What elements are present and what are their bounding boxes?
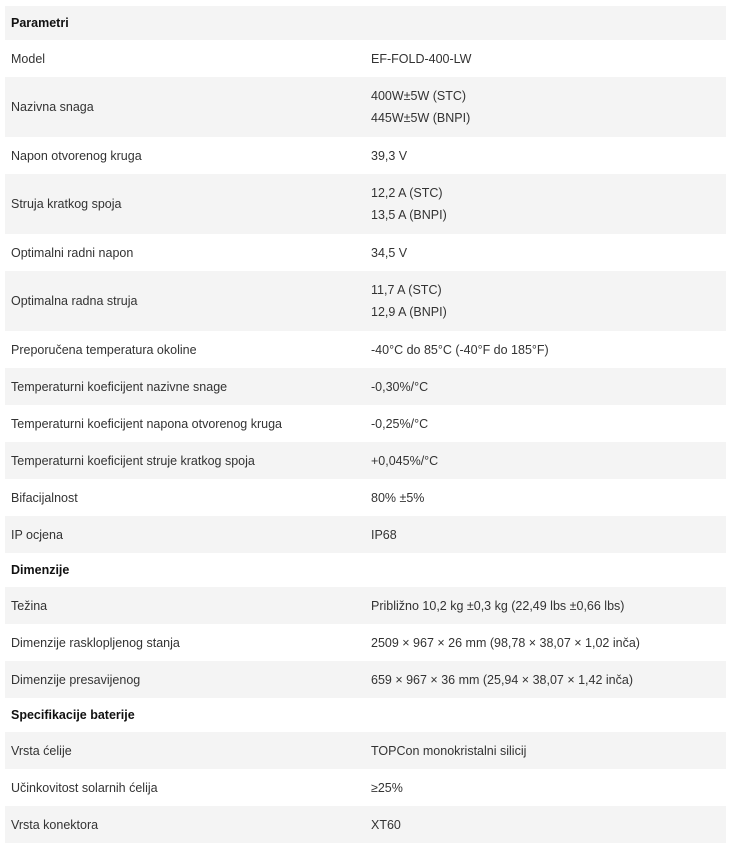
- spec-row-temp-koef-napona: [5, 405, 726, 442]
- spec-label: Temperaturni koeficijent nazivne snage: [11, 379, 228, 394]
- spec-label: Temperaturni koeficijent struje kratkog spoja: [11, 453, 255, 468]
- spec-row-ip-ocjena: [5, 516, 726, 553]
- spec-value-line: -0,25%/°C: [371, 416, 429, 431]
- spec-label: Težina: [11, 598, 48, 613]
- spec-value: [371, 376, 726, 398]
- spec-value-line: 659 × 967 × 36 mm (25,94 × 38,07 × 1,42 inča): [371, 672, 633, 687]
- spec-label: Vrsta konektora: [11, 817, 99, 832]
- spec-label: Temperaturni koeficijent napona otvorenog kruga: [11, 416, 283, 431]
- spec-label: Optimalna radna struja: [11, 294, 138, 308]
- spec-value-line: +0,045%/°C: [371, 453, 439, 468]
- spec-value-line: IP68: [371, 527, 397, 542]
- spec-row-optimalni-radni-napon: [5, 234, 726, 271]
- spec-row-struja-kratkog-spoja: [5, 174, 726, 234]
- spec-value-line: 400W±5W (STC): [371, 89, 467, 103]
- spec-label: Bifacijalnost: [11, 490, 78, 505]
- spec-value-line: -40°C do 85°C (-40°F do 185°F): [371, 342, 549, 357]
- spec-row-preporucena-temperatura: [5, 331, 726, 368]
- spec-row-nazivna-snaga: [5, 77, 726, 137]
- spec-value: [371, 450, 726, 472]
- spec-label: Dimenzije presavijenog: [11, 672, 141, 687]
- section-header-dimenzije: [5, 553, 726, 587]
- spec-value: [371, 413, 726, 435]
- spec-value: [371, 182, 726, 226]
- section-header-specifikacije-baterije: [5, 698, 726, 732]
- spec-value: [371, 669, 726, 691]
- spec-row-temp-koef-nazivne-snage: [5, 368, 726, 405]
- spec-label: Dimenzije rasklopljenog stanja: [11, 635, 180, 650]
- spec-value: [371, 242, 726, 264]
- spec-label: Vrsta ćelije: [11, 743, 72, 758]
- spec-label: Učinkovitost solarnih ćelija: [11, 780, 158, 795]
- spec-value: [371, 339, 726, 361]
- spec-value: [371, 595, 726, 617]
- spec-label: Napon otvorenog kruga: [11, 148, 142, 163]
- spec-row-model: [5, 40, 726, 77]
- spec-row-vrsta-konektora: [5, 806, 726, 843]
- section-title: Dimenzije: [11, 563, 70, 577]
- spec-value-line: XT60: [371, 817, 401, 832]
- spec-value-line: 13,5 A (BNPI): [371, 208, 447, 222]
- spec-value: [371, 85, 726, 129]
- spec-row-dimenzije-rasklopljenog: [5, 624, 726, 661]
- spec-value-line: Približno 10,2 kg ±0,3 kg (22,49 lbs ±0,66 lbs): [371, 598, 625, 613]
- spec-value: [371, 279, 726, 323]
- spec-row-bifacijalnost: [5, 479, 726, 516]
- spec-value-line: ≥25%: [371, 780, 403, 795]
- spec-value-line: 12,9 A (BNPI): [371, 305, 447, 319]
- spec-value-line: 80% ±5%: [371, 490, 425, 505]
- spec-label: IP ocjena: [11, 527, 63, 542]
- section-title: Parametri: [11, 16, 69, 30]
- spec-value-line: 2509 × 967 × 26 mm (98,78 × 38,07 × 1,02 inča): [371, 635, 640, 650]
- spec-value-line: 12,2 A (STC): [371, 186, 443, 200]
- spec-row-optimalna-radna-struja: [5, 271, 726, 331]
- spec-value-line: 39,3 V: [371, 148, 408, 163]
- spec-row-ucinkovitost: [5, 769, 726, 806]
- spec-row-tezina: [5, 587, 726, 624]
- spec-label: Preporučena temperatura okoline: [11, 342, 197, 357]
- spec-value: [371, 48, 726, 70]
- spec-label: Optimalni radni napon: [11, 245, 134, 260]
- spec-value-line: 445W±5W (BNPI): [371, 111, 471, 125]
- spec-label: Struja kratkog spoja: [11, 197, 122, 211]
- section-title: Specifikacije baterije: [11, 708, 135, 722]
- spec-value-line: EF-FOLD-400-LW: [371, 51, 472, 66]
- spec-value: [371, 487, 726, 509]
- spec-value: [371, 740, 726, 762]
- spec-row-vrsta-celije: [5, 732, 726, 769]
- spec-value: [371, 524, 726, 546]
- spec-label: Model: [11, 51, 46, 66]
- spec-value: [371, 777, 726, 799]
- spec-row-napon-otvorenog-kruga: [5, 137, 726, 174]
- spec-value: [371, 145, 726, 167]
- spec-label: Nazivna snaga: [11, 100, 94, 114]
- spec-value-line: TOPCon monokristalni silicij: [371, 743, 527, 758]
- spec-value-line: -0,30%/°C: [371, 379, 429, 394]
- spec-value-line: 34,5 V: [371, 245, 408, 260]
- spec-value-line: 11,7 A (STC): [371, 283, 442, 297]
- spec-table: [5, 6, 726, 843]
- section-header-parametri: [5, 6, 726, 40]
- spec-row-temp-koef-struje: [5, 442, 726, 479]
- spec-value: [371, 632, 726, 654]
- spec-value: [371, 814, 726, 836]
- spec-row-dimenzije-presavijenog: [5, 661, 726, 698]
